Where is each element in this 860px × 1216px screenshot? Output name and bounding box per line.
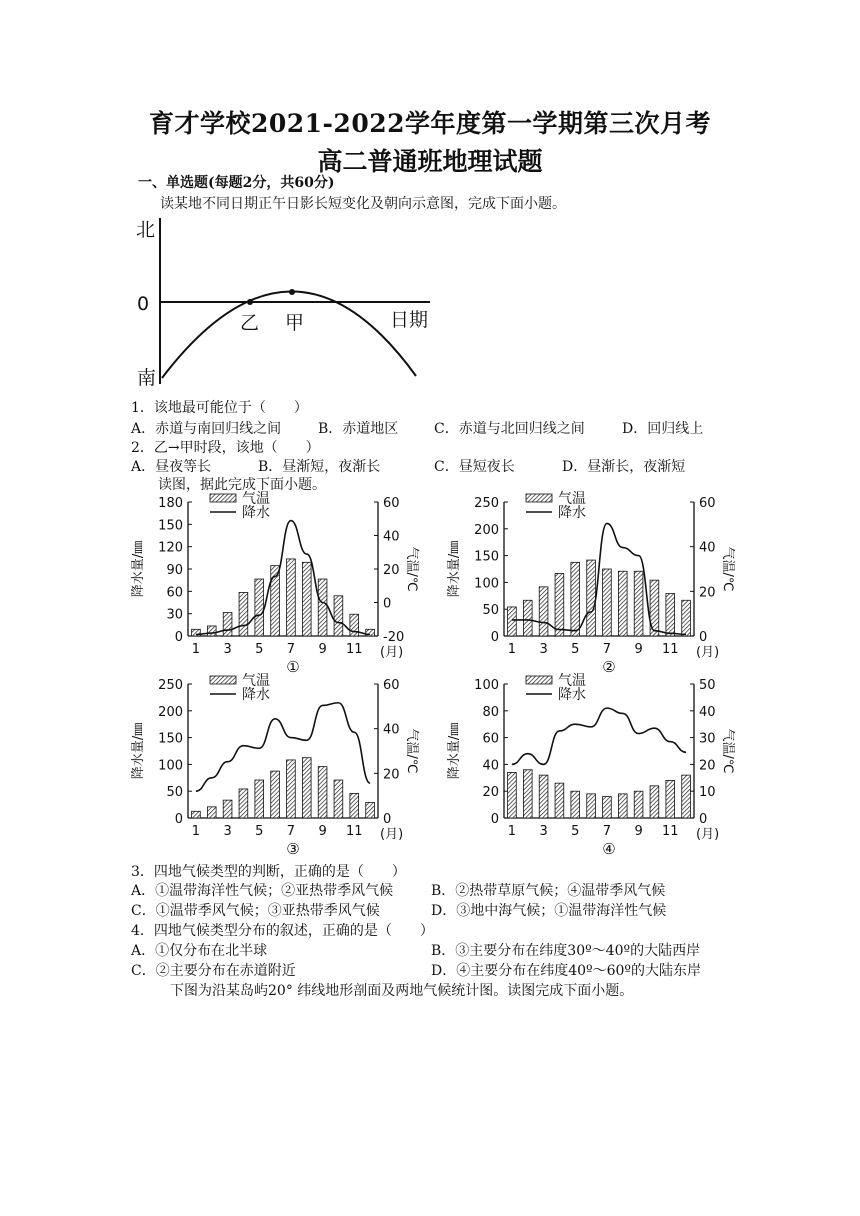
temperature-bar [207, 626, 216, 636]
x-tick-label: 11 [345, 642, 363, 657]
q1-option-c: C．赤道与北回归线之间 [434, 421, 585, 437]
climate-chart-1 [130, 490, 420, 676]
temperature-bar [334, 596, 343, 636]
left-tick-label: 50 [166, 785, 183, 801]
left-axis-title: 降水量/㎜ [131, 540, 146, 598]
left-tick-label: 150 [158, 518, 183, 534]
question-1: 1．该地最可能位于（ ） [131, 400, 308, 416]
right-tick-label: -20 [383, 630, 405, 645]
left-axis-title: 降水量/㎜ [131, 722, 146, 780]
point-jia [289, 289, 295, 295]
temperature-bar [666, 594, 675, 636]
right-tick-label: 0 [699, 630, 708, 645]
left-tick-label: 200 [474, 522, 499, 538]
temperature-bar [508, 607, 517, 636]
q3-option-a: A．①温带海洋性气候；②亚热带季风气候 [131, 883, 394, 899]
x-tick-label: 1 [507, 642, 517, 657]
temperature-bar [634, 571, 643, 636]
q2-option-c: C．昼短夜长 [434, 459, 515, 475]
right-tick-label: 30 [699, 731, 716, 747]
right-tick-label: 20 [699, 758, 716, 774]
q3-option-c: C．①温带季风气候；③亚热带季风气候 [131, 903, 380, 919]
q3-option-b: B．②热带草原气候；④温带季风气候 [431, 883, 666, 899]
intro-climate: 读图，据此完成下面小题。 [158, 477, 326, 493]
q4-option-c: C．②主要分布在赤道附近 [131, 963, 296, 979]
x-tick-label: 7 [286, 824, 296, 839]
q1-option-a: A．赤道与南回归线之间 [131, 421, 282, 437]
temperature-bar [287, 559, 296, 636]
left-tick-label: 0 [174, 812, 183, 827]
x-tick-label: 1 [507, 824, 517, 839]
shadow-diagram [128, 212, 448, 392]
exam-subtitle: 高二普通班地理试题 [317, 147, 543, 176]
point-yi [247, 299, 253, 305]
left-tick-label: 150 [474, 549, 499, 565]
precipitation-line [512, 523, 686, 634]
temperature-bar [650, 786, 659, 818]
temperature-bar [318, 767, 327, 818]
left-tick-label: 60 [166, 585, 183, 601]
temperature-bar [571, 562, 580, 636]
temperature-bar [587, 794, 596, 818]
q2-option-b: B．昼渐短，夜渐长 [258, 459, 381, 475]
right-tick-label: 0 [383, 596, 392, 612]
legend-temperature-swatch [526, 494, 552, 502]
q2-option-a: A．昼夜等长 [131, 459, 212, 475]
temperature-bar [192, 811, 201, 818]
temperature-bar [634, 791, 643, 818]
temperature-bar [318, 579, 327, 636]
legend-temperature-label: 气温 [242, 491, 270, 507]
left-tick-label: 100 [474, 678, 499, 693]
climate-chart-2 [446, 490, 736, 676]
legend-precipitation-label: 降水 [558, 505, 586, 521]
temperature-bar [539, 587, 548, 636]
chart-number-label: ③ [286, 840, 300, 858]
temperature-bar [223, 613, 232, 636]
right-tick-label: 10 [699, 785, 716, 801]
jia-label: 甲 [285, 312, 305, 334]
section-heading: 一、单选题(每题2分，共60分) [138, 175, 335, 191]
legend-temperature-swatch [210, 676, 236, 684]
question-4: 4．四地气候类型分布的叙述，正确的是（ ） [131, 923, 434, 939]
temperature-bar [255, 780, 264, 818]
x-tick-label: 11 [661, 642, 679, 657]
temperature-bar [523, 770, 532, 818]
precipitation-line [512, 708, 686, 764]
temperature-bar [618, 794, 627, 818]
q1-option-d: D．回归线上 [622, 421, 704, 437]
chart-number-label: ④ [602, 840, 616, 858]
temperature-bar [223, 800, 232, 818]
temperature-bar [239, 789, 248, 818]
chart-number-label: ② [602, 658, 616, 676]
temperature-bar [207, 807, 216, 818]
temperature-bar [255, 579, 264, 636]
x-unit-label: (月) [696, 645, 720, 660]
left-tick-label: 150 [158, 731, 183, 747]
left-tick-label: 30 [166, 607, 183, 623]
x-tick-label: 5 [571, 824, 580, 839]
x-unit-label: (月) [380, 827, 404, 842]
legend-precipitation-label: 降水 [242, 687, 270, 703]
right-tick-label: 40 [383, 529, 400, 545]
yi-label: 乙 [240, 312, 260, 334]
temperature-bar [287, 760, 296, 818]
left-tick-label: 200 [158, 704, 183, 720]
x-tick-label: 5 [571, 642, 580, 657]
legend-precipitation-label: 降水 [242, 505, 270, 521]
legend-temperature-swatch [210, 494, 236, 502]
right-tick-label: 40 [699, 540, 716, 556]
temperature-bar [271, 771, 280, 818]
right-tick-label: 20 [383, 767, 400, 783]
right-tick-label: 40 [383, 722, 400, 738]
question-3: 3．四地气候类型的判断，正确的是（ ） [131, 864, 406, 880]
x-tick-label: 9 [634, 824, 643, 839]
left-tick-label: 0 [174, 630, 183, 645]
x-tick-label: 1 [191, 824, 201, 839]
temperature-bar [539, 775, 548, 818]
temperature-bar [334, 780, 343, 818]
right-axis-title: 气温/℃ [404, 728, 419, 774]
legend-temperature-label: 气温 [558, 673, 586, 689]
left-tick-label: 0 [490, 812, 499, 827]
x-unit-label: (月) [380, 645, 404, 660]
right-tick-label: 0 [699, 812, 708, 827]
temperature-bar [666, 780, 675, 818]
left-tick-label: 40 [482, 758, 499, 774]
x-tick-label: 1 [191, 642, 201, 657]
temperature-bar [523, 600, 532, 636]
temperature-bar [350, 614, 359, 636]
left-tick-label: 250 [474, 496, 499, 511]
right-tick-label: 40 [699, 704, 716, 720]
temperature-bar [603, 569, 612, 636]
left-axis-title: 降水量/㎜ [447, 540, 462, 598]
legend-temperature-label: 气温 [558, 491, 586, 507]
left-tick-label: 0 [490, 630, 499, 645]
right-tick-label: 60 [383, 678, 400, 693]
temperature-bar [366, 802, 375, 818]
left-tick-label: 80 [482, 704, 499, 720]
temperature-bar [618, 571, 627, 636]
q3-option-d: D．③地中海气候；①温带海洋性气候 [431, 903, 667, 919]
left-tick-label: 90 [166, 563, 183, 578]
q4-option-d: D．④主要分布在纬度40º～60º的大陆东岸 [431, 963, 702, 979]
climate-chart-4 [446, 672, 736, 860]
right-tick-label: 60 [383, 496, 400, 511]
left-tick-label: 250 [158, 678, 183, 693]
intro-island: 下图为沿某岛屿20° 纬线地形剖面及两地气候统计图。读图完成下面小题。 [170, 983, 634, 999]
temperature-bar [508, 772, 517, 818]
temperature-bar [682, 775, 691, 818]
x-tick-label: 5 [255, 642, 264, 657]
x-tick-label: 7 [602, 824, 612, 839]
left-axis-title: 降水量/㎜ [447, 722, 462, 780]
right-tick-label: 20 [699, 585, 716, 601]
x-tick-label: 7 [286, 642, 296, 657]
x-tick-label: 11 [661, 824, 679, 839]
legend-temperature-swatch [526, 676, 552, 684]
right-tick-label: 60 [699, 496, 716, 511]
temperature-bar [302, 758, 311, 818]
left-tick-label: 50 [482, 603, 499, 619]
temperature-bar [571, 791, 580, 818]
north-label: 北 [136, 219, 156, 241]
right-axis-title: 气温/℃ [720, 546, 735, 592]
question-2: 2．乙→甲时段，该地（ ） [131, 440, 320, 456]
left-tick-label: 100 [158, 758, 183, 774]
right-tick-label: 50 [699, 678, 716, 693]
precipitation-line [196, 521, 370, 635]
left-tick-label: 60 [482, 731, 499, 747]
q2-option-d: D．昼渐长，夜渐短 [562, 459, 686, 475]
legend-temperature-label: 气温 [242, 673, 270, 689]
x-tick-label: 5 [255, 824, 264, 839]
x-tick-label: 7 [602, 642, 612, 657]
temperature-bar [587, 560, 596, 636]
left-tick-label: 20 [482, 785, 499, 801]
temperature-bar [555, 573, 564, 636]
temperature-bar [239, 592, 248, 636]
south-label: 南 [137, 367, 157, 389]
temperature-bar [302, 562, 311, 636]
exam-title: 育才学校2021-2022学年度第一学期第三次月考 [148, 109, 712, 138]
temperature-bar [603, 797, 612, 818]
q4-option-b: B．③主要分布在纬度30º～40º的大陆西岸 [431, 943, 701, 959]
x-tick-label: 11 [345, 824, 363, 839]
x-tick-label: 3 [223, 642, 232, 657]
x-tick-label: 9 [318, 642, 327, 657]
intro-shadow: 读某地不同日期正午日影长短变化及朝向示意图，完成下面小题。 [160, 196, 566, 212]
left-tick-label: 100 [474, 576, 499, 592]
x-unit-label: (月) [696, 827, 720, 842]
date-label: 日期 [390, 309, 429, 331]
zero-label: 0 [137, 293, 150, 315]
right-tick-label: 20 [383, 563, 400, 578]
legend-precipitation-label: 降水 [558, 687, 586, 703]
right-axis-title: 气温/℃ [720, 728, 735, 774]
temperature-bar [682, 600, 691, 636]
x-tick-label: 3 [223, 824, 232, 839]
left-tick-label: 120 [158, 540, 183, 556]
x-tick-label: 3 [539, 824, 548, 839]
temperature-bar [350, 793, 359, 818]
x-tick-label: 9 [318, 824, 327, 839]
right-tick-label: 0 [383, 812, 392, 827]
temperature-bar [555, 783, 564, 818]
q1-option-b: B．赤道地区 [318, 421, 399, 437]
x-tick-label: 3 [539, 642, 548, 657]
climate-chart-3 [130, 672, 420, 858]
q4-option-a: A．①仅分布在北半球 [131, 943, 268, 959]
chart-number-label: ① [286, 658, 300, 676]
left-tick-label: 180 [158, 496, 183, 511]
precipitation-line [196, 703, 370, 791]
x-tick-label: 9 [634, 642, 643, 657]
right-axis-title: 气温/℃ [404, 546, 419, 592]
